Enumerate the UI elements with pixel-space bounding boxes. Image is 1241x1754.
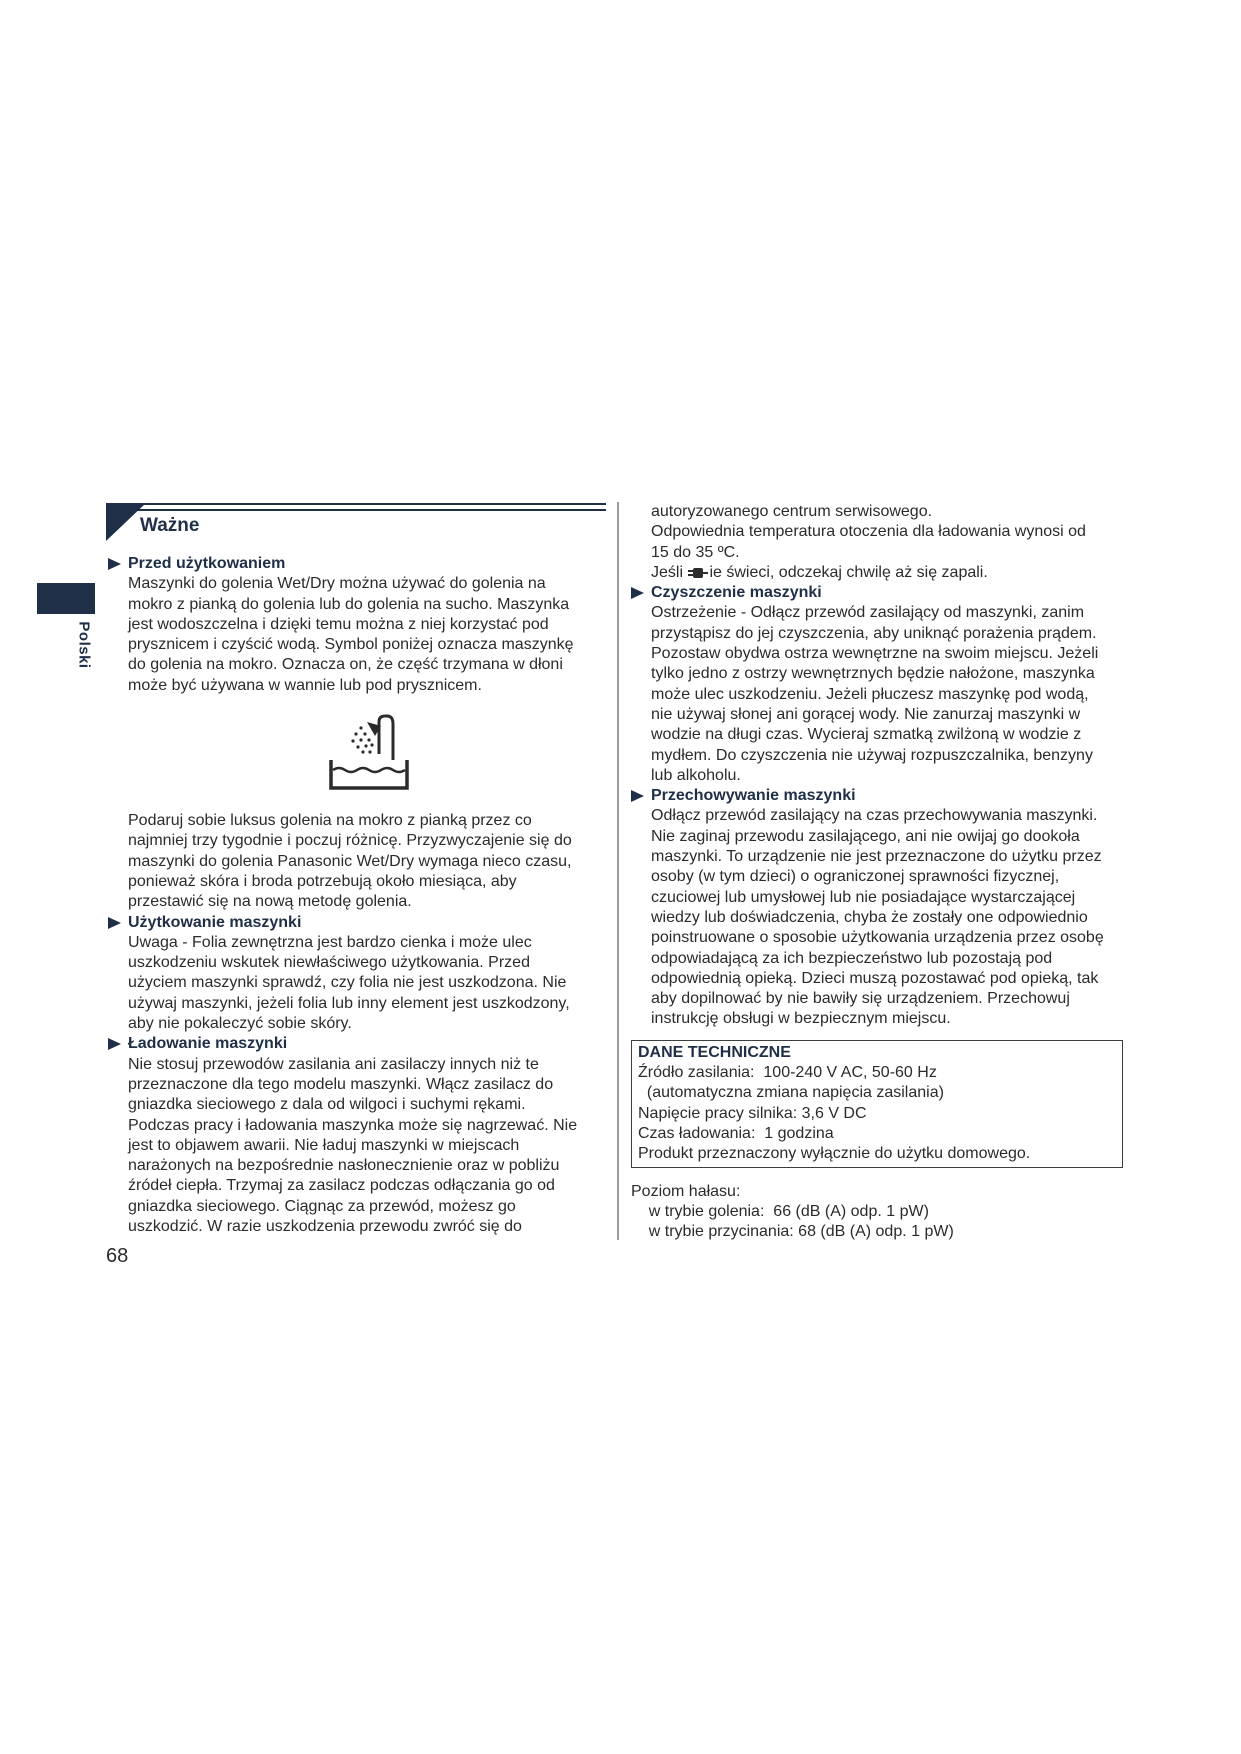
bullet-arrow-icon [108, 558, 121, 570]
heading-cleaning: Czyszczenie maszynki [631, 583, 1131, 603]
spec-line: Czas ładowania: 1 godzina [638, 1124, 834, 1142]
bullet-arrow-icon [108, 917, 121, 929]
paragraph-wet-shaving: Podaruj sobie luksus golenia na mokro z pianką przez co najmniej trzy tygodnie i poczuj różnicę. Przyzwyczajenie się do maszynki do golenia Panasonic Wet/Dry wymaga nieco czasu, ponieważ skóra i broda potrzebują około miesiąca, aby przestawić się na nową metodę golenia. [128, 812, 572, 911]
bath-shower-icon [323, 714, 413, 794]
language-label: Polski [75, 621, 93, 669]
paragraph-cleaning: Ostrzeżenie - Odłącz przewód zasilający od maszynki, zanim przystąpisz do jej czyszczenia, aby uniknąć porażenia prądem. Pozostaw obydwa ostrza wewnętrzne na swoim miejscu. Jeżeli tylko jedno z ostrzy wewnętrznych będzie nałożone, maszynka może ulec uszkodzeniu. Jeżeli płuczesz maszynkę pod wodą, nie używaj słonej ani gorącej wody. Nie zanurzaj maszynki w wodzie na długi czas. Wycieraj szmatką zwilżoną w wodzie z mydłem. Do czyszczenia nie używaj rozpuszczalnika, benzyny lub alkoholu. [651, 604, 1099, 784]
spec-line: (automatyczna zmiana napięcia zasilania) [638, 1084, 944, 1102]
noise-level [631, 1182, 1131, 1243]
header-rule [106, 503, 606, 515]
spec-line: Produkt przeznaczony wyłącznie do użytku domowego. [638, 1145, 1031, 1163]
column-divider [617, 502, 619, 1240]
bullet-arrow-icon [631, 790, 644, 802]
noise-title: Poziom hałasu: [631, 1182, 741, 1200]
specs-title: DANE TECHNICZNE [638, 1043, 791, 1061]
bullet-arrow-icon [631, 587, 644, 599]
paragraph-charge-indicator: Jeśli ie świeci, odczekaj chwilę aż się zapali. [651, 563, 988, 581]
bullet-arrow-icon [108, 1038, 121, 1050]
heading-charging: Ładowanie maszynki [108, 1034, 608, 1054]
charging-plug-icon [687, 565, 709, 581]
paragraph-charging-continued: autoryzowanego centrum serwisowego. Odpowiednia temperatura otoczenia dla ładowania wynosi od 15 do 35 ºC. [651, 503, 1086, 561]
section-title: Ważne [140, 515, 200, 536]
heading-before-use: Przed użytkowaniem [108, 554, 608, 574]
heading-using-shaver: Użytkowanie maszynki [108, 913, 608, 933]
left-column [108, 554, 608, 1237]
spec-line: Źródło zasilania: 100-240 V AC, 50-60 Hz [638, 1064, 937, 1082]
paragraph-storage: Odłącz przewód zasilający na czas przechowywania maszynki. Nie zaginaj przewodu zasilającego, ani nie owijaj go dookoła maszynki. To urządzenie nie jest przeznaczone do użytku przez osoby (w tym dzieci) o ograniczonej sprawności fizycznej, czuciowej lub umysłowej lub nie posiadające wystarczającej wiedzy lub doświadczenia, chyba że zostały one odpowiednio poinstruowane o sposobie użytkowania urządzenia przez osobę odpowiadającą za ich bezpieczeństwo lub pozostają pod odpowiednią opieką. Dzieci muszą pozostawać pod opieką, tak aby dopilnować by nie bawiły się urządzeniem. Przechowuj instrukcję obsługi w bezpiecznym miejscu. [651, 807, 1104, 1028]
noise-shave: w trybie golenia: 66 (dB (A) odp. 1 pW) [631, 1202, 929, 1220]
page-number: 68 [106, 1245, 129, 1267]
spec-line: Napięcie pracy silnika: 3,6 V DC [638, 1104, 867, 1122]
bath-shower-symbol [108, 696, 608, 811]
paragraph-before-use: Maszynki do golenia Wet/Dry można używać do golenia na mokro z pianką do golenia lub do golenia na sucho. Maszynka jest wodoszczelna i dzięki temu można z niej korzystać pod prysznicem i czyścić wodą. Symbol poniżej oznacza maszynkę do golenia na mokro. Oznacza on, że część trzymana w dłoni może być używana w wannie lub pod prysznicem. [128, 575, 574, 694]
noise-trim: w trybie przycinania: 68 (dB (A) odp. 1 pW) [631, 1223, 954, 1241]
paragraph-using-shaver: Uwaga - Folia zewnętrzna jest bardzo cienka i może ulec uszkodzeniu wskutek niewłaściwego użytkowania. Przed użyciem maszynki sprawdź, czy folia nie jest uszkodzona. Nie używaj maszynki, jeżeli folia lub inny element jest uszkodzony, aby nie pokaleczyć sobie skóry. [128, 933, 570, 1033]
right-column [631, 502, 1131, 1242]
heading-storage: Przechowywanie maszynki [631, 786, 1131, 806]
paragraph-charging: Nie stosuj przewodów zasilania ani zasilaczy innych niż te przeznaczone dla tego modelu maszynki. Włącz zasilacz do gniazdka sieciowego z dala od wilgoci i suchymi rękami. Podczas pracy i ładowania maszynka może się nagrzewać. Nie jest to objawem awarii. Nie ładuj maszynki w miejscach narażonych na bezpośrednie nasłonecznienie oraz w pobliżu źródeł ciepła. Trzymaj za zasilacz podczas odłączania go od gniazdka sieciowego. Ciągnąc za przewód, możesz go uszkodzić. W razie uszkodzenia przewodu zwróć się do [128, 1055, 578, 1236]
language-tab-marker [37, 583, 95, 614]
technical-specs-box [631, 1040, 1123, 1168]
